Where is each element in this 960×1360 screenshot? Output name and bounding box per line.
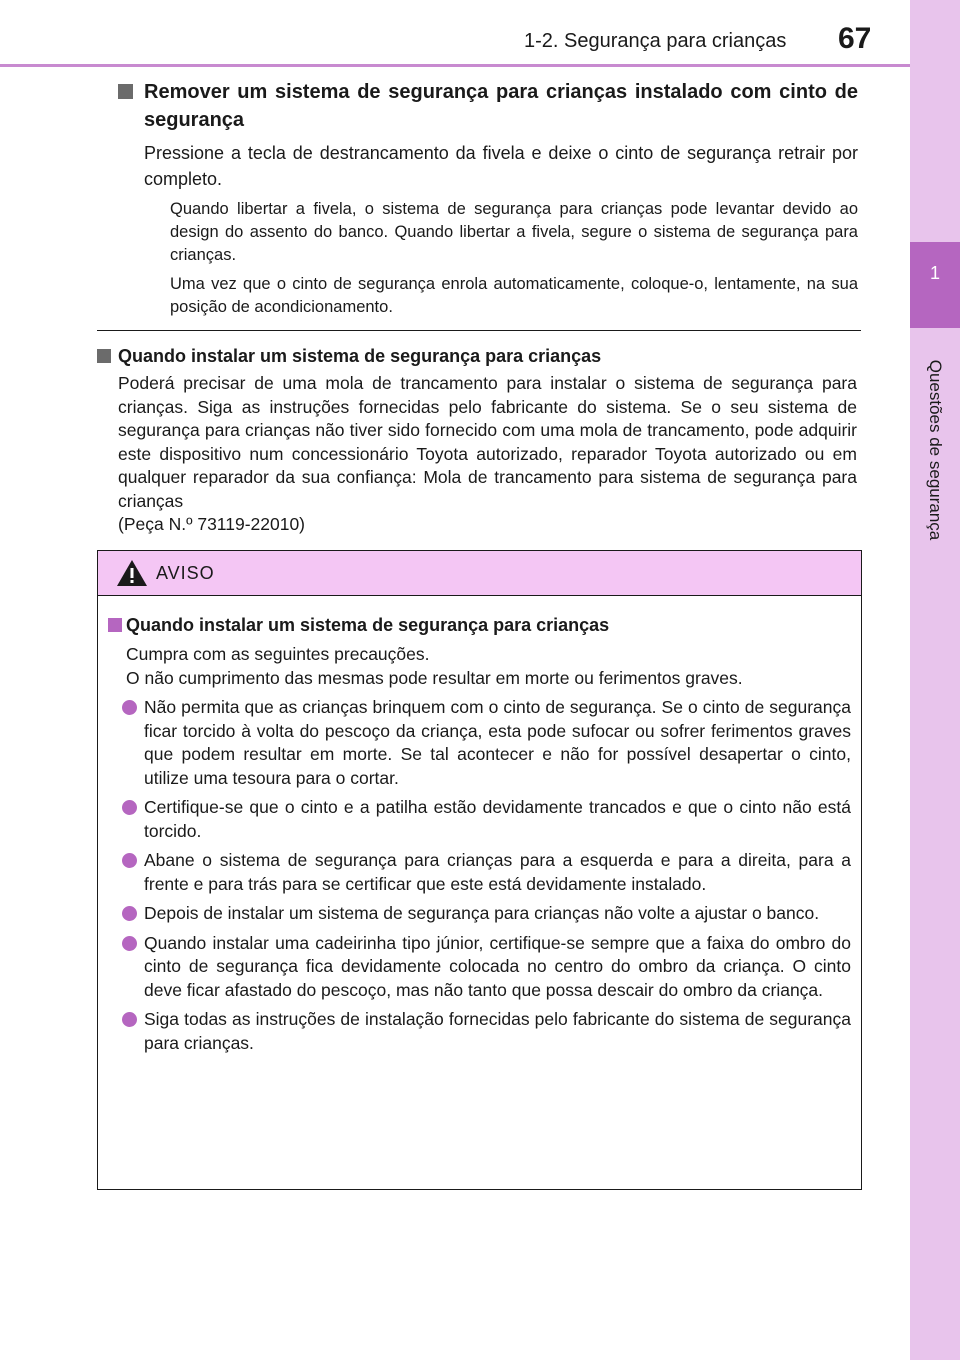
bullet-icon [122, 1012, 137, 1027]
section-text: Poderá precisar de uma mola de trancamento para instalar o sistema de segurança para crianças. Siga as instruções fornecidas pelo fabricante do sistema. Se o seu sistema de segurança para crianças não tiver sido fornecido com uma mola de trancamento, pode adquirir este dispositivo num concessionário Toyota autorizado, reparador Toyota autorizado ou em qualquer reparador da sua confiança: Mola de trancamento para sistema de segurança para crianças [118, 373, 857, 511]
chapter-label: Questões de segurança [926, 359, 945, 541]
warning-item [144, 902, 851, 926]
warning-title: AVISO [156, 563, 215, 583]
bullet-icon [122, 906, 137, 921]
warning-intro [126, 643, 851, 690]
section-note: Uma vez que o cinto de segurança enrola automaticamente, coloque-o, lentamente, na sua posição de acondicionamento. [170, 275, 858, 316]
bullet-icon [122, 800, 137, 815]
section-title: 1-2. Segurança para crianças [524, 30, 787, 52]
warning-item-text: Depois de instalar um sistema de segurança para crianças não volte a ajustar o banco. [144, 903, 820, 923]
section-note: Quando libertar a fivela, o sistema de segurança para crianças pode levantar devido ao design do assento do banco. Quando libertar a fivela, segure o sistema de segurança para crianças. [170, 200, 858, 264]
warning-item-text: Quando instalar uma cadeirinha tipo júnior, certifique-se sempre que a faixa do ombro do cinto de segurança fica devidamente colocada no centro do ombro da criança. O cinto deve ficar afastado do pescoço, mas não tanto que possa descair do ombro da criança. [144, 932, 851, 1000]
warning-item-text: Não permita que as crianças brinquem com o cinto de segurança. Se o cinto de segurança ficar torcido à volta do pescoço da criança, esta pode sufocar ou sofrer ferimentos graves que podem resultar em morte. Se tal acontecer e não for possível desapertar o cinto, utilize uma tesoura para o cortar. [144, 697, 851, 788]
section-marker-icon [118, 84, 133, 99]
section-marker-icon [108, 618, 122, 632]
warning-item-text: Abane o sistema de segurança para crianças para a esquerda e para a direita, para a frente e para trás para se certificar que este está devidamente instalado. [144, 850, 851, 894]
chapter-side-tab [910, 0, 960, 1360]
warning-body [98, 613, 861, 1055]
part-number: (Peça N.º 73119-22010) [118, 514, 306, 534]
section-remove-child-restraint [118, 78, 858, 319]
section-divider [97, 330, 861, 331]
warning-intro-line: Cumpra com as seguintes precauções. [126, 644, 430, 664]
section-install-child-restraint [97, 344, 857, 537]
warning-header [98, 551, 861, 596]
header-rule [0, 64, 910, 67]
section-text: Pressione a tecla de destrancamento da fivela e deixe o cinto de segurança retrair por completo. [144, 143, 858, 189]
warning-item [144, 932, 851, 1003]
chapter-number-box [910, 242, 960, 328]
warning-item [144, 1008, 851, 1055]
warning-item [144, 849, 851, 896]
warning-box [97, 550, 862, 1190]
section-heading: Remover um sistema de segurança para crianças instalado com cinto de segurança [144, 81, 858, 131]
section-marker-icon [97, 349, 111, 363]
page-number: 67 [838, 22, 872, 55]
bullet-icon [122, 853, 137, 868]
bullet-icon [122, 936, 137, 951]
warning-item-text: Siga todas as instruções de instalação fornecidas pelo fabricante do sistema de segurança para crianças. [144, 1009, 851, 1053]
chapter-number: 1 [929, 263, 940, 283]
warning-item [144, 796, 851, 843]
warning-triangle-icon [116, 559, 148, 587]
section-heading: Quando instalar um sistema de segurança para crianças [118, 346, 602, 366]
warning-item [144, 696, 851, 790]
warning-item-text: Certifique-se que o cinto e a patilha estão devidamente trancados e que o cinto não está torcido. [144, 797, 851, 841]
warning-heading: Quando instalar um sistema de segurança para crianças [126, 615, 610, 635]
warning-intro-line: O não cumprimento das mesmas pode resultar em morte ou ferimentos graves. [126, 667, 743, 688]
bullet-icon [122, 700, 137, 715]
